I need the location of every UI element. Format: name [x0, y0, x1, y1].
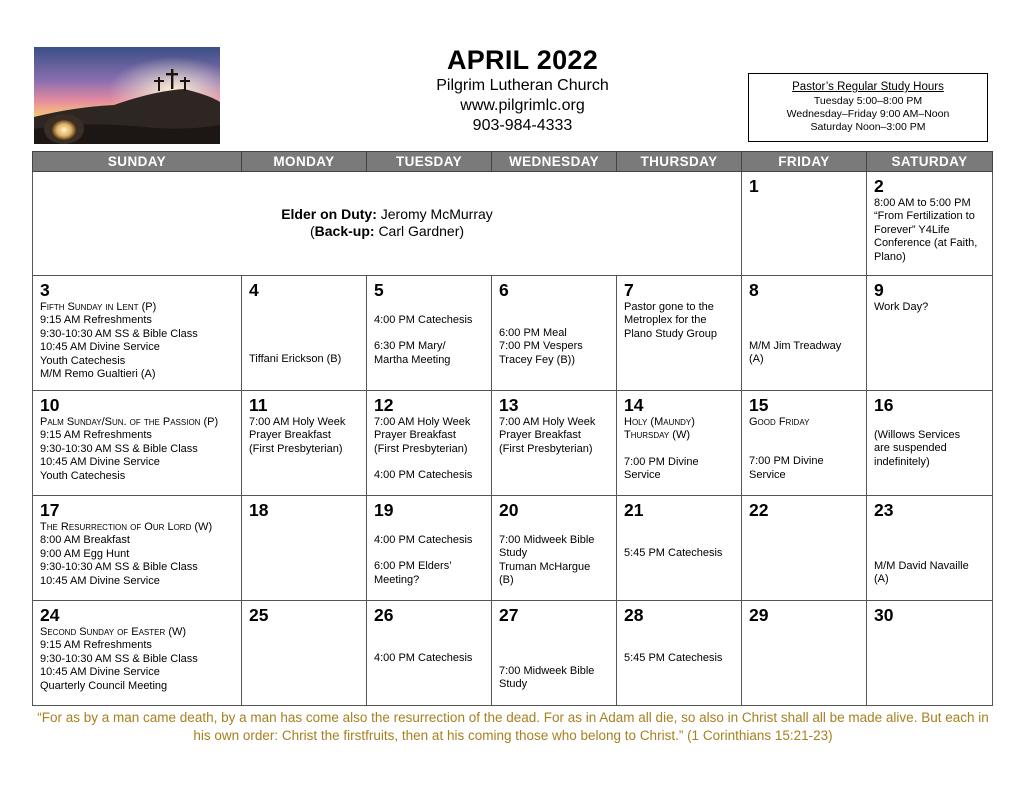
- elder-line: [33, 206, 741, 223]
- event-line: 9:15 AM Refreshments: [40, 429, 152, 442]
- event-line: Study: [499, 678, 528, 691]
- event-line: Metroplex for the: [624, 314, 707, 327]
- elder-label: Elder on Duty:: [281, 206, 377, 222]
- event-line: Truman McHargue: [499, 560, 591, 573]
- event-line: M/M Remo Gualtieri (A): [40, 368, 156, 381]
- event-line: Study: [499, 547, 528, 560]
- liturgical-day: Second Sunday of Easter (W): [40, 626, 187, 638]
- event-line: Prayer Breakfast: [499, 429, 581, 442]
- event-line: Work Day?: [874, 301, 929, 313]
- month-title: APRIL 2022: [446, 45, 599, 75]
- day-number: 30: [874, 605, 894, 625]
- church-website: www.pilgrimlc.org: [460, 97, 585, 114]
- day-cell: [492, 496, 617, 601]
- day-number: 1: [749, 176, 759, 196]
- day-cell: [242, 276, 367, 391]
- weekday-tuesday: TUESDAY: [367, 152, 492, 172]
- event-line: Martha Meeting: [374, 353, 451, 366]
- week-row: [33, 391, 993, 496]
- event-line: 9:30-10:30 AM SS & Bible Class: [40, 652, 198, 665]
- event-line: 4:00 PM Catechesis: [374, 652, 473, 664]
- day-cell: [742, 172, 867, 276]
- week-row: [33, 496, 993, 601]
- day-cell: [617, 601, 742, 706]
- week-row: [33, 172, 993, 276]
- day-number: 8: [749, 280, 759, 300]
- event-line: Prayer Breakfast: [249, 429, 331, 442]
- event-line: (B): [499, 574, 514, 587]
- weekday-sunday: SUNDAY: [33, 152, 242, 172]
- day-cell: [742, 391, 867, 496]
- liturgical-day: Palm Sunday/Sun. of the Passion (P): [40, 416, 219, 428]
- event-line: 7:00 AM Holy Week: [249, 416, 346, 428]
- calendar-grid: [32, 151, 993, 706]
- day-cell: [867, 601, 993, 706]
- day-number: 2: [874, 176, 884, 196]
- scripture-verse: “For as by a man came death, by a man has come also the resurrection of the dead. For as in Adam all die, so also in Christ shall all be made alive. But each in his own order: Christ the firstfruits, then at his coming those who belong to Christ.” (1 Corinthians 15:21-23): [37, 710, 989, 743]
- event-line: 4:00 PM Catechesis: [374, 534, 473, 546]
- day-cell: [492, 601, 617, 706]
- event-line: 5:45 PM Catechesis: [624, 547, 723, 559]
- day-number: 12: [374, 395, 394, 415]
- event-line: Service: [749, 468, 786, 481]
- study-hours-line: Tuesday 5:00–8:00 PM: [813, 95, 923, 107]
- day-number: 29: [749, 605, 769, 625]
- event-line: (A): [749, 353, 764, 366]
- day-cell: [867, 172, 993, 276]
- liturgical-day: Fifth Sunday in Lent (P): [40, 301, 157, 313]
- study-hours-title: Pastor’s Regular Study Hours: [792, 81, 944, 93]
- day-cell: [33, 276, 242, 391]
- event-line: 8:00 AM to 5:00 PM: [874, 197, 971, 209]
- day-cell: [492, 276, 617, 391]
- church-phone: 903-984-4333: [472, 117, 573, 134]
- weekday-monday: MONDAY: [242, 152, 367, 172]
- event-line: 8:00 AM Breakfast: [40, 534, 130, 547]
- day-number: 5: [374, 280, 384, 300]
- weekday-friday: FRIDAY: [742, 152, 867, 172]
- event-line: (Willows Services: [874, 429, 961, 441]
- event-line: M/M David Navaille: [874, 560, 969, 572]
- event-line: Tracey Fey (B)): [499, 353, 575, 366]
- event-line: Prayer Breakfast: [374, 429, 456, 442]
- day-cell: [242, 391, 367, 496]
- day-number: 6: [499, 280, 509, 300]
- event-line: 9:30-10:30 AM SS & Bible Class: [40, 442, 198, 455]
- day-number: 19: [374, 500, 394, 520]
- liturgical-day: The Resurrection of Our Lord (W): [40, 521, 213, 533]
- weekday-wednesday: WEDNESDAY: [492, 152, 617, 172]
- elder-name: Jeromy McMurray: [380, 206, 493, 222]
- event-line: (A): [874, 573, 889, 586]
- day-cell: [742, 496, 867, 601]
- day-cell: [242, 496, 367, 601]
- event-line: Plano Study Group: [624, 327, 717, 340]
- day-number: 23: [874, 500, 894, 520]
- event-line: Service: [624, 469, 661, 482]
- event-line: 10:45 AM Divine Service: [40, 456, 160, 469]
- day-cell: [617, 276, 742, 391]
- event-line: Tiffani Erickson (B): [249, 353, 342, 365]
- event-line: Quarterly Council Meeting: [40, 679, 168, 692]
- backup-line: (Back-up: Carl Gardner): [309, 223, 465, 239]
- day-cell: [242, 601, 367, 706]
- event-line: (First Presbyterian): [374, 442, 468, 455]
- event-line: 7:00 PM Divine: [624, 455, 699, 468]
- day-number: 21: [624, 500, 644, 520]
- day-number: 11: [249, 395, 268, 415]
- day-cell: [617, 391, 742, 496]
- event-line: 7:00 AM Holy Week: [499, 416, 596, 428]
- day-cell: [492, 391, 617, 496]
- week-row: [33, 601, 993, 706]
- day-cell: [867, 276, 993, 391]
- event-line: 6:00 PM Meal: [499, 327, 567, 339]
- liturgical-day: Good Friday: [749, 416, 810, 428]
- day-cell: [367, 391, 492, 496]
- day-number: 24: [40, 605, 60, 625]
- day-number: 26: [374, 605, 394, 625]
- day-number: 3: [40, 280, 50, 300]
- day-number: 16: [874, 395, 894, 415]
- day-cell: [33, 601, 242, 706]
- event-line: Youth Catechesis: [40, 469, 126, 482]
- event-line: (First Presbyterian): [499, 442, 593, 455]
- event-line: 10:45 AM Divine Service: [40, 341, 160, 354]
- event-line: Plano): [874, 250, 906, 263]
- event-line: 5:45 PM Catechesis: [624, 652, 723, 664]
- event-line: Youth Catechesis: [40, 354, 126, 367]
- event-line: 7:00 Midweek Bible: [499, 665, 595, 677]
- day-cell: [367, 496, 492, 601]
- event-line: Meeting?: [374, 573, 420, 586]
- day-cell: [367, 276, 492, 391]
- event-line: 6:30 PM Mary/: [374, 340, 446, 353]
- event-line: 7:00 PM Divine: [749, 455, 824, 468]
- day-number: 20: [499, 500, 519, 520]
- day-number: 28: [624, 605, 644, 625]
- day-cell: [33, 496, 242, 601]
- event-line: 7:00 Midweek Bible: [499, 534, 595, 546]
- event-line: Pastor gone to the: [624, 301, 714, 313]
- event-line: Conference (at Faith,: [874, 237, 978, 250]
- day-number: 7: [624, 280, 634, 300]
- event-line: “From Fertilization to: [874, 210, 975, 223]
- study-hours-box: [748, 73, 988, 142]
- weekday-header-row: [33, 152, 993, 172]
- event-line: 10:45 AM Divine Service: [40, 574, 160, 587]
- day-number: 4: [249, 280, 259, 300]
- event-line: Forever” Y4Life: [874, 223, 950, 236]
- day-number: 27: [499, 605, 519, 625]
- event-line: indefinitely): [874, 455, 930, 468]
- calendar-header: [380, 44, 665, 136]
- backup-name: Carl Gardner: [378, 223, 460, 239]
- day-number: 9: [874, 280, 884, 300]
- event-line: 9:30-10:30 AM SS & Bible Class: [40, 327, 198, 340]
- event-line: M/M Jim Treadway: [749, 340, 842, 352]
- event-line: 9:00 AM Egg Hunt: [40, 547, 130, 560]
- event-line: 9:15 AM Refreshments: [40, 639, 152, 652]
- event-line: 10:45 AM Divine Service: [40, 666, 160, 679]
- event-line: 7:00 PM Vespers: [499, 340, 583, 353]
- liturgical-day: Holy (Maundy): [624, 416, 695, 428]
- day-number: 17: [40, 500, 60, 520]
- event-line: are suspended: [874, 442, 947, 455]
- event-line: 6:00 PM Elders’: [374, 560, 452, 573]
- elder-on-duty-cell: [33, 172, 742, 276]
- event-line: 4:00 PM Catechesis: [374, 469, 473, 482]
- day-number: 18: [249, 500, 269, 520]
- day-cell: [867, 391, 993, 496]
- day-number: 22: [749, 500, 769, 520]
- week-row: [33, 276, 993, 391]
- day-cell: [742, 601, 867, 706]
- study-hours-line: Saturday Noon–3:00 PM: [810, 121, 926, 133]
- day-number: 10: [40, 395, 60, 415]
- event-line: 4:00 PM Catechesis: [374, 314, 473, 326]
- event-line: 7:00 AM Holy Week: [374, 416, 471, 428]
- event-line: 9:30-10:30 AM SS & Bible Class: [40, 561, 198, 574]
- event-line: (First Presbyterian): [249, 442, 343, 455]
- weekday-thursday: THURSDAY: [617, 152, 742, 172]
- day-number: 25: [249, 605, 269, 625]
- day-cell: [367, 601, 492, 706]
- weekday-saturday: SATURDAY: [867, 152, 993, 172]
- day-cell: [33, 391, 242, 496]
- day-number: 13: [499, 395, 519, 415]
- easter-crosses-photo: [34, 47, 220, 144]
- day-cell: [867, 496, 993, 601]
- study-hours-line: Wednesday–Friday 9:00 AM–Noon: [786, 108, 950, 120]
- day-number: 15: [749, 395, 769, 415]
- backup-label: Back-up:: [314, 223, 375, 239]
- liturgical-day: Thursday (W): [624, 429, 691, 442]
- church-name: Pilgrim Lutheran Church: [436, 77, 609, 94]
- event-line: 9:15 AM Refreshments: [40, 314, 152, 327]
- day-cell: [617, 496, 742, 601]
- day-number: 14: [624, 395, 644, 415]
- day-cell: [742, 276, 867, 391]
